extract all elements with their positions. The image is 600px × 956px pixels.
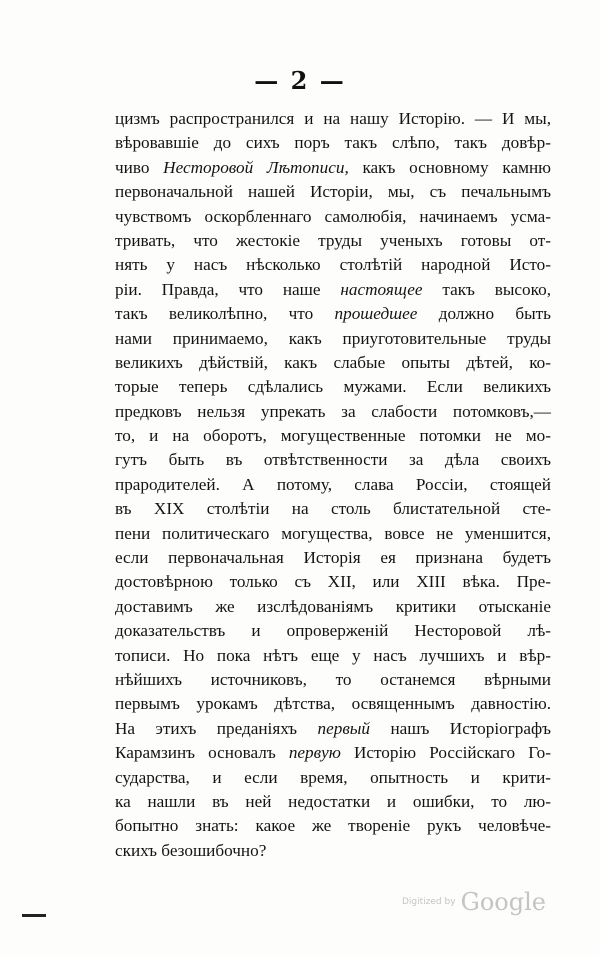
italic-segment: настоящее [340,279,423,299]
text-segment: бопытно знать: какое же твореніе рукъ человѣче- [115,816,551,836]
text-line [115,107,551,131]
text-segment: чувствомъ оскорбленнаго самолюбія, начинаемъ усма- [115,206,551,226]
text-segment: первоначальной нашей Исторіи, мы, съ печальнымъ [115,182,551,202]
text-line [115,351,551,375]
text-segment: прародителей. А потому, слава Россіи, стоящей [115,474,551,494]
italic-segment: первый [317,718,371,738]
text-line [115,448,551,472]
text-segment: предковъ нельзя упрекать за слабости потомковъ,— [115,401,551,421]
text-segment: гутъ быть въ отвѣтственности за дѣла своихъ [115,450,551,470]
text-segment: скихъ безошибочно? [115,840,267,860]
text-line [115,229,551,253]
text-line [115,766,551,790]
text-segment: пени политическаго могущества, вовсе не уменшится, [115,523,551,543]
text-line [115,595,551,619]
text-line [115,692,551,716]
text-line [115,717,551,741]
text-line [115,570,551,594]
text-line [115,375,551,399]
margin-rule [22,914,46,917]
text-segment: ріи. Правда, что наше [115,279,341,299]
text-segment: Исторію Россійскаго Го- [340,743,551,763]
text-segment: то, и на оборотъ, могущественные потомки не мо- [115,426,551,446]
text-segment: вѣровавшіе до сихъ поръ такъ слѣпо, такъ довѣр- [115,133,551,153]
text-segment: нять у насъ нѣсколько столѣтій народной Исто- [115,255,551,275]
text-line [115,546,551,570]
text-segment: если первоначальная Исторія ея признана будетъ [115,548,551,568]
text-segment: нѣйшихъ источниковъ, то останемся вѣрными [115,669,551,689]
text-segment: доставимъ же изслѣдованіямъ критики отысканіе [115,596,551,616]
text-line [115,814,551,838]
text-line [115,619,551,643]
text-line [115,180,551,204]
google-watermark [402,888,546,916]
italic-segment: первую [288,743,341,763]
text-segment: великихъ дѣйствій, какъ слабые опыты дѣтей, ко- [115,352,551,372]
text-segment: достовѣрною только съ XII, или XIII вѣка. Пре- [115,572,551,592]
text-segment: На этихъ преданіяхъ [115,718,318,738]
text-segment: доказательствъ и опроверженій Несторовой лѣ- [115,621,551,641]
text-line [115,473,551,497]
text-segment: тописи. Но пока нѣтъ еще у насъ лучшихъ и вѣр- [115,645,551,665]
text-segment: тривать, что жестокіе труды ученыхъ готовы от- [115,230,551,250]
text-segment: Карамзинъ основалъ [115,743,289,763]
text-segment: такъ великолѣпно, что [115,304,335,324]
text-segment: сударства, и если время, опытность и крити- [115,767,551,787]
text-segment: нами принимаемо, какъ приуготовительные труды [115,328,551,348]
text-line [115,278,551,302]
text-line [115,644,551,668]
text-segment: нашъ Исторіографъ [370,718,551,738]
watermark-brand: Google [460,888,546,916]
text-segment: чиво [115,157,164,177]
text-segment: торые теперь сдѣлались мужами. Если великихъ [115,377,551,397]
text-line [115,497,551,521]
watermark-prefix: Digitized by [402,897,456,907]
text-segment: должно быть [417,304,552,324]
text-segment: первымъ урокамъ дѣтства, освященнымъ давностію. [115,694,551,714]
text-line [115,790,551,814]
body-text [115,107,551,863]
text-line [115,131,551,155]
text-line [115,400,551,424]
italic-segment: Несторовой Лѣтописи, [163,157,349,177]
text-line [115,839,551,863]
text-line [115,522,551,546]
page-number: — 2 — [254,66,346,95]
text-segment: въ XIX столѣтіи на столь блистательной сте- [115,499,551,519]
text-line [115,253,551,277]
italic-segment: прошедшее [334,304,418,324]
text-line [115,424,551,448]
text-segment: такъ высоко, [422,279,552,299]
text-line [115,205,551,229]
text-line [115,668,551,692]
text-segment: цизмъ распространился и на нашу Исторію. — И мы, [115,109,551,128]
text-line [115,327,551,351]
text-line [115,156,551,180]
text-segment: ка нашли въ ней недостатки и ошибки, то лю- [115,791,551,811]
text-line [115,302,551,326]
text-line [115,741,551,765]
text-segment: какъ основному камню [348,157,551,177]
